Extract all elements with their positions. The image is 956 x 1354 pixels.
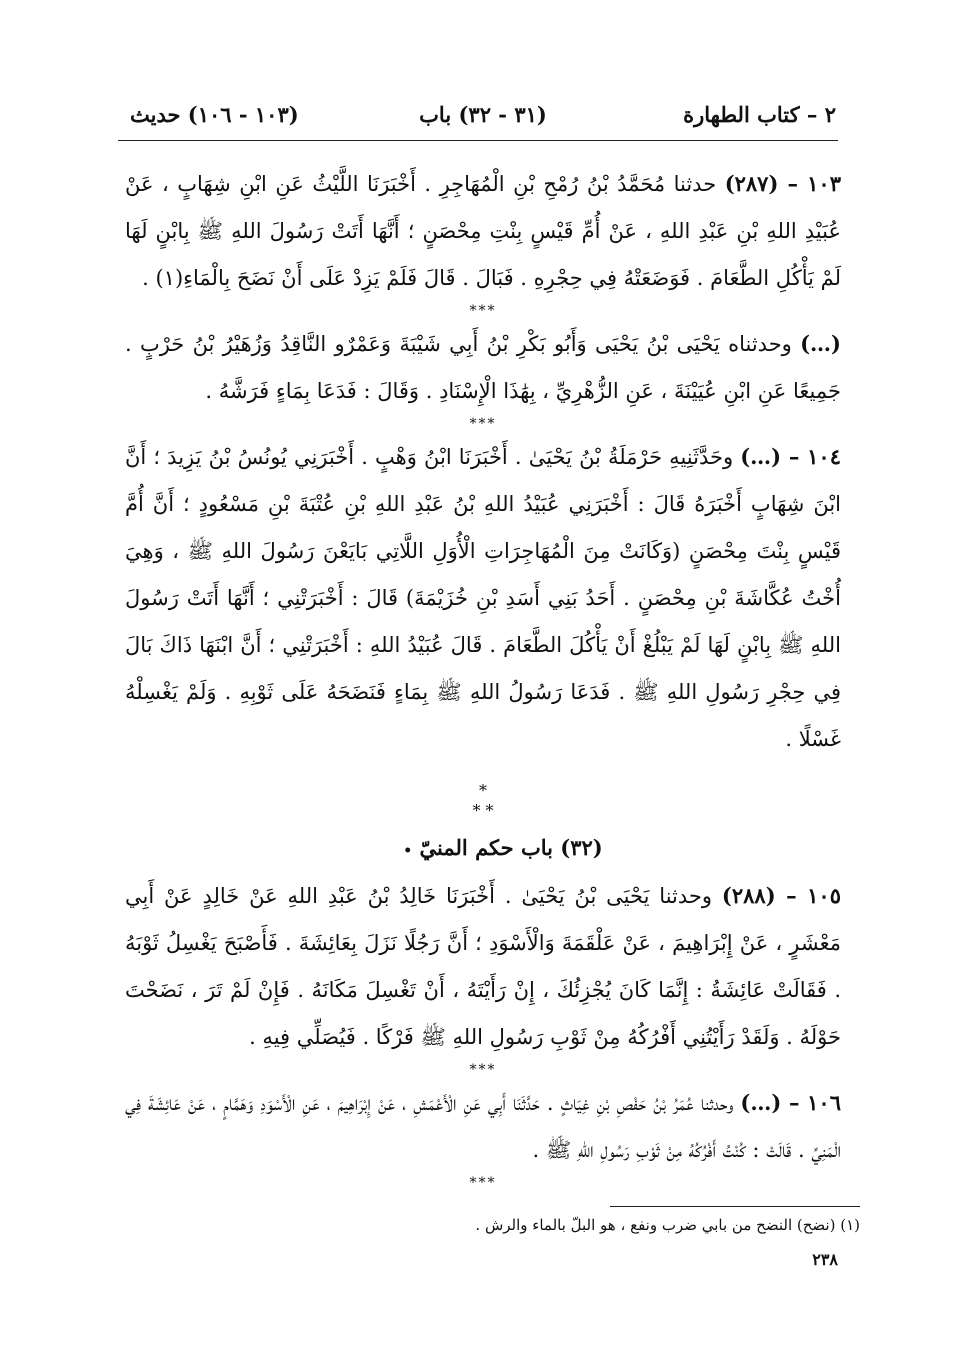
footnote: (١) (نضح) النضح من بابي ضرب ونفع ، هو البلّ بالماء والرش . [475,1216,860,1234]
hadith-text: وحدثنا يَحْيَى بْنُ يَحْيَىٰ . أَخْبَرَنَا خَالِدُ بْنُ عَبْدِ اللهِ عَنْ خَالِدٍ عَنْ أَبِي مَعْشَرٍ ، عَنْ إِبْرَاهِيمَ ، عَنْ عَلْقَمَةَ وَالْأَسْوَدِ ؛ أَنَّ رَجُلًا نَزَلَ بِعَائِشَةَ . فَأَصْبَحَ يَغْسِلُ ثَوْبَهُ . فَقَالَتْ عَائِشَةُ : إِنَّمَا كَانَ يُجْزِئُكَ ، إِنْ رَأَيْتَهُ ، أَنْ تَغْسِلَ مَكَانَهُ . فَإِنْ لَمْ تَرَ ، نَضَحْتَ حَوْلَهُ . وَلَقَدْ رَأَيْتُنِي أَفْرُكُهُ مِنْ ثَوْبِ رَسُولِ اللهِ ﷺ فَرْكًا . فَيُصَلِّي فِيهِ . [125,884,841,1049]
hadith-text: وحدثناه يَحْيَى بْنُ يَحْيَى وَأَبُو بَكْرِ بْنُ أَبِي شَيْبَةَ وَعَمْرٌو النَّاقِدُ وَزُهَيْرُ بْنُ حَرْبٍ . جَمِيعًا عَنِ ابْنِ عُيَيْنَةَ ، عَنِ الزُّهْرِيِّ ، بِهَٰذَا الْإِسْنَادِ . وَقَالَ : فَدَعَا بِمَاءٍ فَرَشَّهُ . [125,332,841,403]
hadith-text: وحَدَّثَنِيهِ حَرْمَلَةُ بْنُ يَحْيَىٰ . أَخْبَرَنَا ابْنُ وَهْبٍ . أَخْبَرَنِي يُونُسُ بْنُ يَزِيدَ ؛ أَنَّ ابْنَ شِهَابٍ أَخْبَرَهُ قَالَ : أَخْبَرَنِي عُبَيْدُ اللهِ بْنُ عَبْدِ اللهِ بْنِ عُتْبَةَ بْنِ مَسْعُودٍ ؛ أَنَّ أُمَّ قَيْسٍ بِنْتَ مِحْصَنٍ (وَكَانَتْ مِنَ الْمُهَاجِرَاتِ الْأُوَلِ اللَّاتِي بَايَعْنَ رَسُولَ اللهِ ﷺ ، وَهِيَ أُخْتُ عُكَّاشَةَ بْنِ مِحْصَنٍ . أَحَدُ بَنِي أَسَدِ بْنِ خُزَيْمَةَ) قَالَ : أَخْبَرَتْنِي ؛ أَنَّهَا أَتَتْ رَسُولَ اللهِ ﷺ بِابْنٍ لَهَا لَمْ يَبْلُغْ أَنْ يَأْكُلَ الطَّعَامَ . قَالَ عُبَيْدُ اللهِ : أَخْبَرَتْنِي ؛ أَنَّ ابْنَهَا ذَاكَ بَالَ فِي حِجْرِ رَسُولِ اللهِ ﷺ . فَدَعَا رَسُولُ اللهِ ﷺ بِمَاءٍ فَنَضَحَهُ عَلَى ثَوْبِهِ . وَلَمْ يَغْسِلْهُ غَسْلًا . [125,445,841,751]
header-chapter-range: (٣١ - ٣٢) باب [419,102,547,127]
hadith-103-chain [125,320,841,415]
separator: *** [469,1062,497,1078]
main-text [125,160,841,1192]
separator: *** [469,1175,497,1191]
hadith-106 [125,1079,841,1174]
bullet-icon: • [403,843,413,859]
hadith-number: ١٠٥ – (٢٨٨) [721,883,841,908]
header-rule [118,140,838,141]
header-book-title: ٢ – كتاب الطهارة [683,102,836,127]
separator: *** [469,416,497,432]
hadith-number: ١٠٤ – (…) [740,444,841,469]
chapter-heading [125,835,841,860]
hadith-105 [125,872,841,1061]
section-separator: * * * [472,781,494,820]
running-header [130,96,836,136]
hadith-number: ١٠٦ – (…) [740,1090,841,1115]
header-hadith-range: (١٠٣ - ١٠٦) حديث [130,102,299,127]
hadith-number: ١٠٣ – (٢٨٧) [724,171,841,196]
separator: *** [469,303,497,319]
hadith-text: حدثنا مُحَمَّدُ بْنُ رُمْحِ بْنِ الْمُهَاجِرِ . أَخْبَرَنَا اللَّيْثُ عَنِ ابْنِ شِهَابٍ ، عَنْ عُبَيْدِ اللهِ بْنِ عَبْدِ اللهِ ، عَنْ أُمِّ قَيْسٍ بِنْتِ مِحْصَنٍ ؛ أَنَّهَا أَتَتْ رَسُولَ اللهِ ﷺ بِابْنٍ لَهَا لَمْ يَأْكُلِ الطَّعَامَ . فَوَضَعَتْهُ فِي حِجْرِهِ . فَبَالَ . قَالَ فَلَمْ يَزِدْ عَلَى أَنْ نَضَحَ بِالْمَاءِ(١) . [125,172,841,290]
chapter-title: (٣٢) باب حكم المنيّ [419,835,603,860]
hadith-104 [125,433,841,763]
footnote-rule [610,1206,860,1207]
hadith-103 [125,160,841,302]
hadith-text: وحدثنا عُمَرُ بْنُ حَفْصِ بْنِ غِيَاثٍ . حَدَّثَنَا أَبِي عَنِ الْأَعْمَشِ ، عَنْ إِبْرَاهِيمَ ، عَنِ الْأَسْوَدِ وَهَمَّامٍ ، عَنْ عَائِشَةَ فِي الْمَنِيِّ . قَالَتْ : كُنْتُ أَفْرُكُهُ مِنْ ثَوْبِ رَسُولِ اللهِ ﷺ . [125,1091,841,1162]
hadith-number: (…) [800,331,841,356]
page-number: ٢٣٨ [812,1250,838,1269]
